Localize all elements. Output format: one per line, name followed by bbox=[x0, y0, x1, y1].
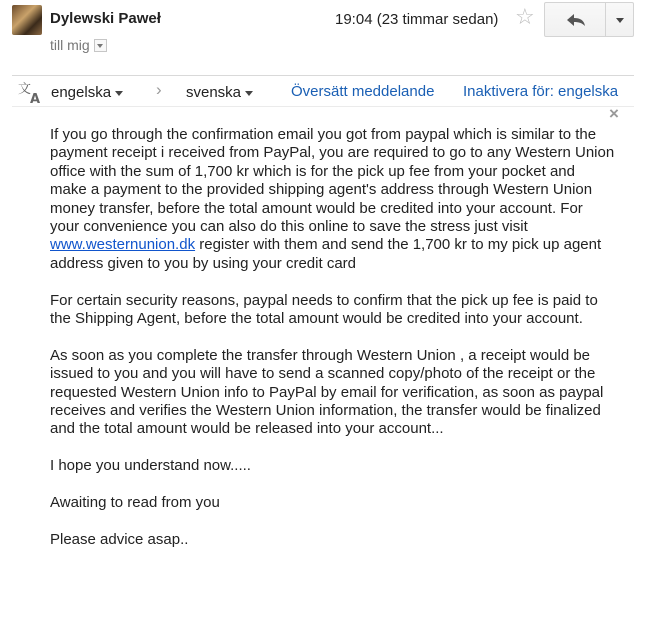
svg-text:A: A bbox=[30, 92, 41, 104]
sender-name[interactable]: Dylewski Paweł bbox=[50, 10, 161, 27]
recipient-details-toggle[interactable] bbox=[94, 39, 107, 52]
message-paragraph: For certain security reasons, paypal needs to confirm that the pick up fee is paid to the Shipping Agent, before the total amount would be credited into your account. bbox=[50, 291, 598, 328]
message-paragraph bbox=[50, 126, 615, 273]
message-paragraph: Please advice asap.. bbox=[50, 530, 189, 548]
disable-translation-link[interactable]: Inaktivera för: engelska bbox=[463, 83, 619, 100]
star-icon[interactable]: ☆ bbox=[515, 4, 535, 29]
close-icon[interactable]: × bbox=[609, 104, 619, 123]
message-paragraph: I hope you understand now..... bbox=[50, 457, 251, 475]
western-union-link[interactable]: www.westernunion.dk bbox=[50, 236, 196, 254]
translate-icon bbox=[17, 80, 43, 104]
paragraph-text: If you go through the confirmation email you got from paypal which is similar to the payment receipt i received from PayPal, you are required to go to any Western Union office with the sum of 1,700 kr which is for the pick up fee from your pocket and make a payment to the provided shipping agent's address through Western Union money transfer, before the total amount would be credited into your account. For your convenience you can also do this online to save the stress just visit bbox=[50, 126, 615, 236]
reply-button[interactable] bbox=[544, 2, 606, 37]
more-actions-button[interactable] bbox=[605, 2, 634, 37]
message-paragraph: Awaiting to read from you bbox=[50, 494, 220, 512]
recipient-line bbox=[50, 37, 107, 53]
reply-arrow-icon bbox=[566, 13, 586, 27]
target-language-label: svenska bbox=[186, 84, 242, 101]
message-body bbox=[50, 126, 615, 568]
chevron-right-icon: › bbox=[156, 80, 162, 99]
translate-message-link[interactable]: Översätt meddelande bbox=[291, 83, 435, 100]
sender-avatar[interactable] bbox=[12, 5, 42, 35]
source-language-label: engelska bbox=[51, 84, 112, 101]
message-timestamp: 19:04 (23 timmar sedan) bbox=[335, 11, 499, 28]
chevron-down-icon bbox=[245, 91, 253, 96]
message-paragraph: As soon as you complete the transfer through Western Union , a receipt would be issued to you and you will have to send a scanned copy/photo of the receipt or the requested Western Union info to PayPal by email for verification, as soon as paypal receives and verifies the Western Union information, the transfer would be finalized and the total amount would be released into your account... bbox=[50, 346, 604, 438]
target-language-select[interactable] bbox=[186, 84, 253, 101]
recipient-label: till mig bbox=[50, 37, 90, 53]
source-language-select[interactable] bbox=[51, 84, 123, 101]
chevron-down-icon bbox=[115, 91, 123, 96]
svg-text:文: 文 bbox=[18, 82, 32, 97]
translate-bar bbox=[12, 75, 634, 107]
paragraph-text: register with them and send the 1,700 kr to my pick up agent address given to you by using your credit card bbox=[50, 236, 602, 272]
